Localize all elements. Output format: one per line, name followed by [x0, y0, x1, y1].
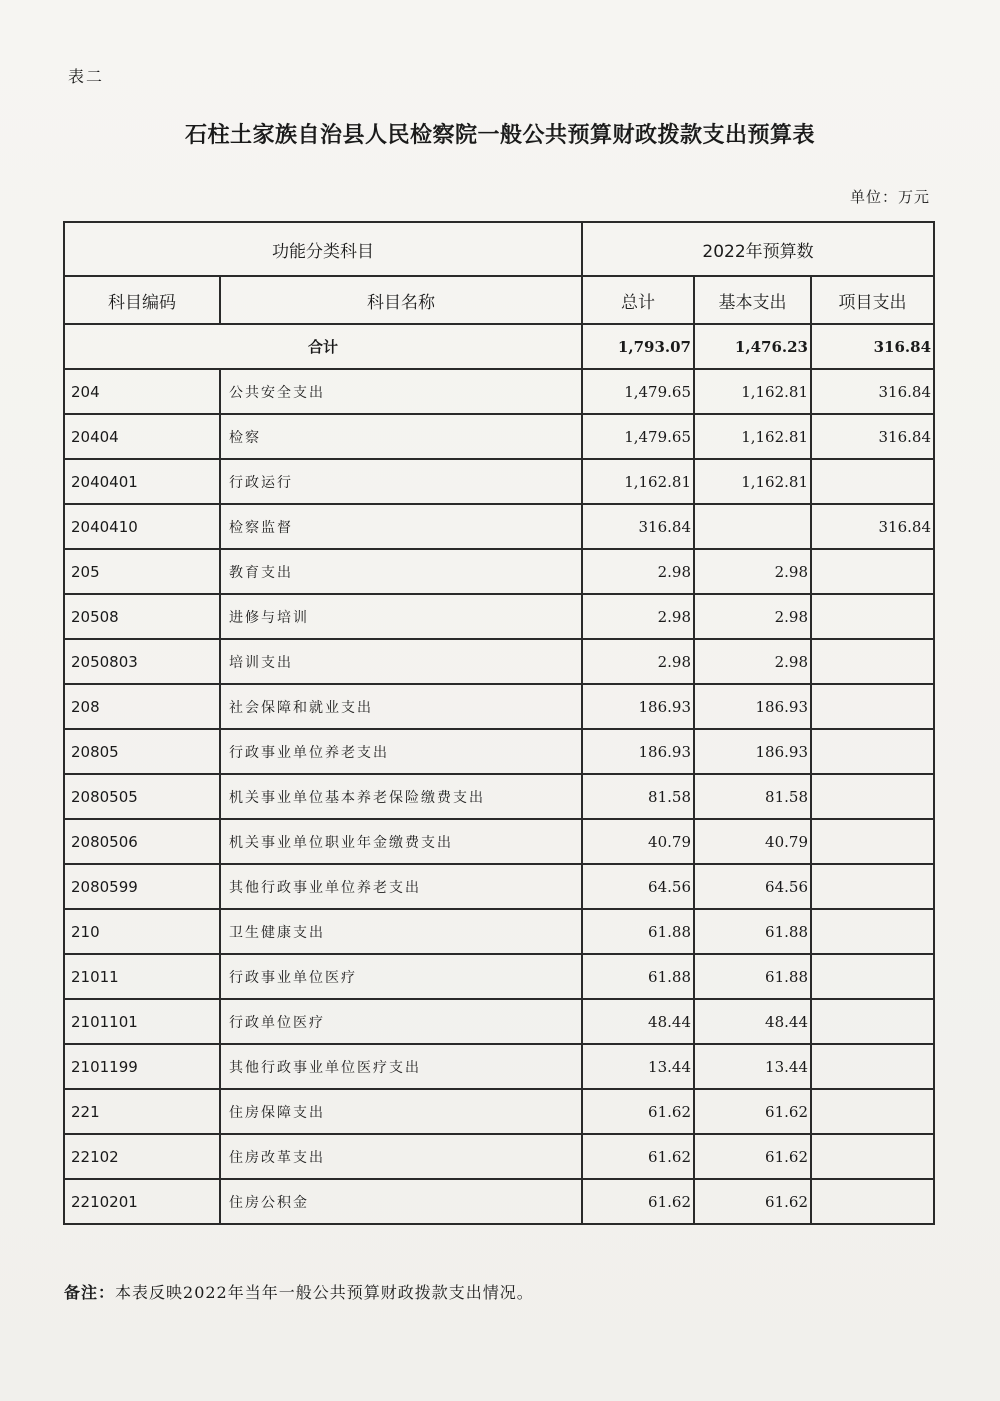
- total-row: [64, 324, 934, 369]
- row-project: 316.84: [811, 504, 934, 549]
- row-name: 行政事业单位医疗: [220, 954, 582, 999]
- row-basic: 1,162.81: [694, 369, 811, 414]
- table-row: [64, 774, 934, 819]
- total-project: 316.84: [811, 324, 934, 369]
- footnote-text: 本表反映2022年当年一般公共预算财政拨款支出情况。: [115, 1283, 534, 1302]
- row-name: 社会保障和就业支出: [220, 684, 582, 729]
- unit-label: 单位：万元: [849, 188, 930, 206]
- row-basic: 81.58: [694, 774, 811, 819]
- header-code: 科目编码: [64, 276, 220, 324]
- row-total: 40.79: [582, 819, 694, 864]
- header-row-2: [64, 276, 934, 324]
- table-row: [64, 594, 934, 639]
- footnote-label: 备注：: [64, 1283, 116, 1302]
- table-row: [64, 1044, 934, 1089]
- row-total: 61.62: [582, 1134, 694, 1179]
- row-project: [811, 1134, 934, 1179]
- row-code: 204: [64, 369, 220, 414]
- row-basic: 61.88: [694, 954, 811, 999]
- header-row-1: [64, 222, 934, 276]
- row-name: 教育支出: [220, 549, 582, 594]
- row-basic: 1,162.81: [694, 414, 811, 459]
- row-project: [811, 774, 934, 819]
- row-name: 行政事业单位养老支出: [220, 729, 582, 774]
- row-basic: 61.62: [694, 1179, 811, 1224]
- row-project: [811, 594, 934, 639]
- row-code: 210: [64, 909, 220, 954]
- row-project: [811, 954, 934, 999]
- row-total: 61.88: [582, 954, 694, 999]
- row-project: [811, 1044, 934, 1089]
- table-row: [64, 369, 934, 414]
- row-code: 2050803: [64, 639, 220, 684]
- table-row: [64, 639, 934, 684]
- row-basic: 186.93: [694, 684, 811, 729]
- row-total: 186.93: [582, 729, 694, 774]
- row-basic: 61.62: [694, 1134, 811, 1179]
- row-name: 机关事业单位基本养老保险缴费支出: [220, 774, 582, 819]
- table-row: [64, 504, 934, 549]
- table-row: [64, 1179, 934, 1224]
- row-basic: 13.44: [694, 1044, 811, 1089]
- table-row: [64, 459, 934, 504]
- row-name: 住房公积金: [220, 1179, 582, 1224]
- row-project: [811, 864, 934, 909]
- row-total: 61.62: [582, 1179, 694, 1224]
- row-code: 2101199: [64, 1044, 220, 1089]
- row-project: [811, 999, 934, 1044]
- table-row: [64, 864, 934, 909]
- row-project: 316.84: [811, 414, 934, 459]
- row-project: [811, 1179, 934, 1224]
- row-total: 64.56: [582, 864, 694, 909]
- total-sum: 1,793.07: [582, 324, 694, 369]
- row-code: 20404: [64, 414, 220, 459]
- row-total: 48.44: [582, 999, 694, 1044]
- row-code: 208: [64, 684, 220, 729]
- row-code: 2101101: [64, 999, 220, 1044]
- row-project: [811, 1089, 934, 1134]
- header-total: 总计: [582, 276, 694, 324]
- row-total: 13.44: [582, 1044, 694, 1089]
- row-project: [811, 549, 934, 594]
- row-basic: [694, 504, 811, 549]
- row-name: 其他行政事业单位医疗支出: [220, 1044, 582, 1089]
- row-basic: 2.98: [694, 594, 811, 639]
- row-total: 186.93: [582, 684, 694, 729]
- row-name: 进修与培训: [220, 594, 582, 639]
- row-name: 检察: [220, 414, 582, 459]
- row-basic: 1,162.81: [694, 459, 811, 504]
- table-row: [64, 414, 934, 459]
- row-total: 1,162.81: [582, 459, 694, 504]
- row-project: [811, 729, 934, 774]
- row-project: [811, 459, 934, 504]
- table-row: [64, 684, 934, 729]
- row-total: 1,479.65: [582, 369, 694, 414]
- table-row: [64, 1089, 934, 1134]
- row-code: 20508: [64, 594, 220, 639]
- row-total: 316.84: [582, 504, 694, 549]
- row-total: 2.98: [582, 594, 694, 639]
- row-name: 行政单位医疗: [220, 999, 582, 1044]
- table-row: [64, 819, 934, 864]
- row-project: [811, 684, 934, 729]
- row-name: 住房保障支出: [220, 1089, 582, 1134]
- row-code: 2040401: [64, 459, 220, 504]
- header-functional: 功能分类科目: [64, 222, 582, 276]
- row-code: 2210201: [64, 1179, 220, 1224]
- row-project: [811, 639, 934, 684]
- row-name: 卫生健康支出: [220, 909, 582, 954]
- table-row: [64, 954, 934, 999]
- footnote: [64, 1280, 534, 1303]
- row-project: 316.84: [811, 369, 934, 414]
- row-basic: 64.56: [694, 864, 811, 909]
- row-code: 2080506: [64, 819, 220, 864]
- row-name: 培训支出: [220, 639, 582, 684]
- table-row: [64, 1134, 934, 1179]
- row-total: 61.88: [582, 909, 694, 954]
- row-name: 行政运行: [220, 459, 582, 504]
- table-row: [64, 909, 934, 954]
- row-project: [811, 819, 934, 864]
- row-code: 205: [64, 549, 220, 594]
- total-basic: 1,476.23: [694, 324, 811, 369]
- row-code: 2040410: [64, 504, 220, 549]
- header-basic: 基本支出: [694, 276, 811, 324]
- row-total: 2.98: [582, 639, 694, 684]
- table-row: [64, 999, 934, 1044]
- row-basic: 40.79: [694, 819, 811, 864]
- row-name: 住房改革支出: [220, 1134, 582, 1179]
- row-code: 21011: [64, 954, 220, 999]
- row-project: [811, 909, 934, 954]
- header-budget-year: 2022年预算数: [582, 222, 934, 276]
- row-basic: 61.62: [694, 1089, 811, 1134]
- page-title: 石柱土家族自治县人民检察院一般公共预算财政拨款支出预算表: [184, 122, 815, 148]
- row-basic: 61.88: [694, 909, 811, 954]
- row-code: 2080599: [64, 864, 220, 909]
- row-basic: 2.98: [694, 549, 811, 594]
- header-name: 科目名称: [220, 276, 582, 324]
- row-total: 1,479.65: [582, 414, 694, 459]
- row-total: 2.98: [582, 549, 694, 594]
- row-name: 其他行政事业单位养老支出: [220, 864, 582, 909]
- row-name: 检察监督: [220, 504, 582, 549]
- table-row: [64, 549, 934, 594]
- total-label: 合计: [64, 324, 582, 369]
- row-name: 公共安全支出: [220, 369, 582, 414]
- row-code: 22102: [64, 1134, 220, 1179]
- row-name: 机关事业单位职业年金缴费支出: [220, 819, 582, 864]
- row-code: 221: [64, 1089, 220, 1134]
- row-basic: 48.44: [694, 999, 811, 1044]
- row-total: 81.58: [582, 774, 694, 819]
- row-basic: 2.98: [694, 639, 811, 684]
- header-project: 项目支出: [811, 276, 934, 324]
- row-code: 20805: [64, 729, 220, 774]
- table-label: 表二: [68, 67, 105, 86]
- row-code: 2080505: [64, 774, 220, 819]
- row-total: 61.62: [582, 1089, 694, 1134]
- row-basic: 186.93: [694, 729, 811, 774]
- table-row: [64, 729, 934, 774]
- budget-table: [63, 221, 935, 1225]
